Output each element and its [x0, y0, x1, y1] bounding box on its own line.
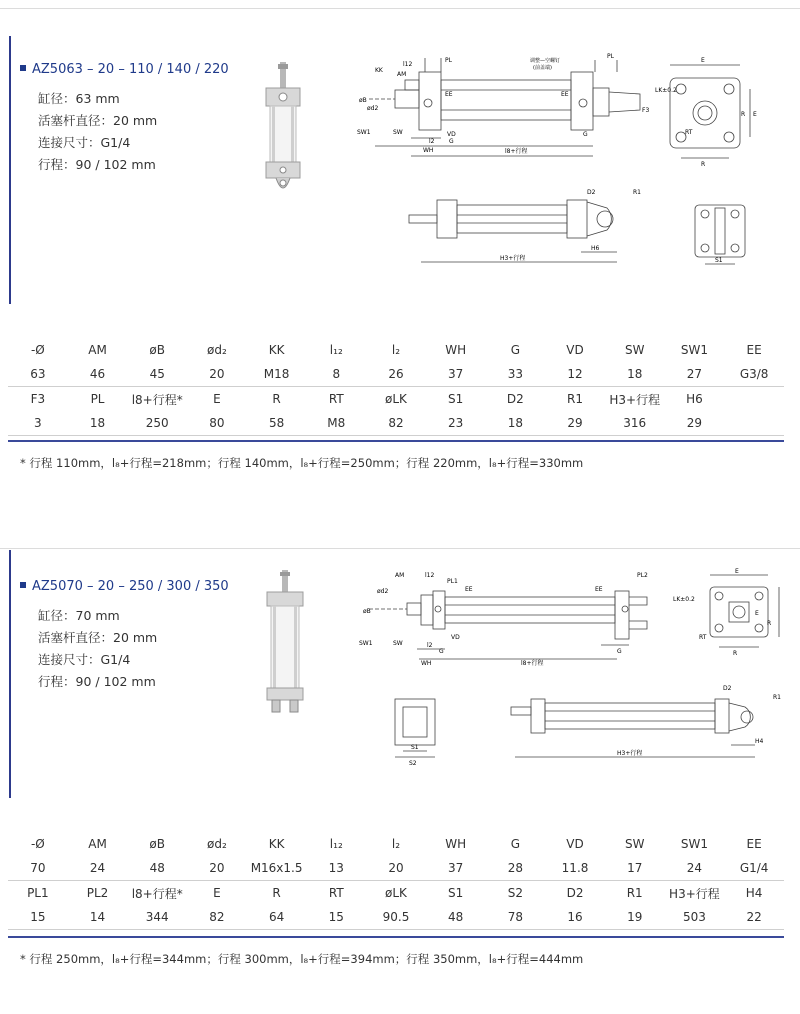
table-header-cell: SW1 — [680, 343, 708, 357]
table-header-cell: øLK — [385, 886, 407, 900]
table-header-row — [8, 338, 784, 362]
table-cell: M18 — [247, 362, 307, 387]
dimension-drawing — [355, 565, 785, 773]
drawing-label: AM — [397, 71, 407, 78]
table-header-cell: VD — [566, 837, 584, 851]
table-header-cell: KK — [268, 837, 285, 851]
table-cell: 8 — [306, 362, 366, 387]
table-cell: G3/8 — [724, 362, 784, 387]
table-cell: 58 — [247, 411, 307, 436]
table-header-cell: øLK — [385, 392, 407, 406]
table-header-cell: H6 — [686, 392, 703, 406]
table-cell: 37 — [426, 856, 486, 881]
drawing-label: SW — [393, 640, 403, 647]
drawing-label: l8+行程 — [521, 660, 544, 667]
table-header-cell: l8+行程* — [131, 886, 183, 901]
table-header-cell: D2 — [506, 392, 524, 406]
drawing-label: RT — [699, 634, 707, 641]
top-divider — [0, 0, 800, 9]
table-cell: 64 — [247, 905, 307, 930]
table-cell: 82 — [187, 905, 247, 930]
table-header-cell: l₂ — [391, 343, 401, 357]
table-cell: 78 — [486, 905, 546, 930]
drawing-label: H6 — [591, 245, 600, 252]
table-header-cell: WH — [445, 343, 467, 357]
table-header-cell: RT — [328, 886, 344, 900]
drawing-label: R — [701, 161, 706, 168]
table-cell: 18 — [486, 411, 546, 436]
table-cell: 250 — [127, 411, 187, 436]
table-header-cell: S1 — [448, 886, 464, 900]
table-cell: 18 — [605, 362, 665, 387]
table-cell: 24 — [68, 856, 128, 881]
table-header-cell: AM — [88, 837, 107, 851]
table-cell: 26 — [366, 362, 426, 387]
table-bottom-rule — [8, 936, 784, 938]
table-header-cell — [724, 387, 784, 412]
table-cell: 15 — [306, 905, 366, 930]
product-title-text: AZ5070 – 20 – 250 / 300 / 350 — [32, 579, 229, 594]
section-accent-bar — [9, 550, 11, 798]
table-header-cell: -Ø — [30, 343, 45, 357]
table-header-row — [8, 832, 784, 856]
section-accent-bar — [9, 36, 11, 304]
spec-port: 连接尺寸：G1/4 — [38, 135, 131, 150]
table-cell: 20 — [366, 856, 426, 881]
drawing-label: l12 — [403, 61, 413, 68]
drawing-label: EE — [445, 91, 453, 98]
drawing-label: PL1 — [447, 578, 458, 585]
table-header-cell: AM — [88, 343, 107, 357]
drawing-label: VD — [447, 131, 456, 138]
table-header-cell: KK — [268, 343, 285, 357]
table-header-cell: H3+行程 — [669, 886, 720, 901]
table-header-cell: PL2 — [86, 886, 109, 900]
table-header-cell: l₂ — [391, 837, 401, 851]
drawing-label: R1 — [773, 694, 781, 701]
table-cell: 20 — [187, 362, 247, 387]
drawing-label: SW — [393, 129, 403, 136]
spec-stroke: 行程：90 / 102 mm — [38, 157, 156, 172]
table-cell: 33 — [486, 362, 546, 387]
table-cell: 22 — [724, 905, 784, 930]
table-header-row — [8, 881, 784, 906]
spec-bore: 缸径：63 mm — [38, 91, 120, 106]
drawing-label: AM — [395, 572, 405, 579]
dimension-drawing — [355, 50, 780, 272]
spec-rod: 活塞杆直径：20 mm — [38, 113, 158, 128]
bullet-square-icon — [20, 582, 26, 588]
drawing-label: E — [755, 610, 759, 617]
table-header-cell: R1 — [626, 886, 643, 900]
table-cell: 11.8 — [545, 856, 605, 881]
drawing-label: S1 — [715, 257, 723, 264]
table-header-cell: l8+行程* — [131, 392, 183, 407]
drawing-label: l8+行程 — [505, 148, 528, 155]
table-bottom-rule — [8, 440, 784, 442]
table-cell: M16x1.5 — [247, 856, 307, 881]
table-cell: 29 — [545, 411, 605, 436]
table-cell: 82 — [366, 411, 426, 436]
table-cell: 70 — [8, 856, 68, 881]
drawing-label: S2 — [409, 760, 417, 767]
table-header-cell: D2 — [566, 886, 584, 900]
drawing-label: ød2 — [367, 105, 379, 112]
dimension-table — [8, 338, 784, 436]
table-cell: M8 — [306, 411, 366, 436]
table-cell: 24 — [665, 856, 725, 881]
table-header-cell: E — [213, 886, 221, 900]
table-header-cell: EE — [746, 343, 762, 357]
table-cell: G1/4 — [724, 856, 784, 881]
drawing-label: EE — [561, 91, 569, 98]
drawing-label: E — [753, 111, 757, 118]
drawing-label: PL2 — [637, 572, 648, 579]
drawing-label: F3 — [642, 107, 650, 114]
product-title — [20, 62, 229, 77]
table-row — [8, 362, 784, 387]
table-header-cell: H3+行程 — [609, 392, 661, 407]
table-cell: 80 — [187, 411, 247, 436]
drawing-label: l2 — [429, 138, 435, 145]
table-header-cell: S2 — [507, 886, 523, 900]
table-header-cell: S1 — [448, 392, 464, 406]
table-header-cell: l₁₂ — [329, 343, 343, 357]
drawing-label: G — [439, 648, 444, 655]
drawing-label: H3+行程 — [500, 255, 526, 262]
drawing-label: WH — [423, 147, 434, 154]
table-header-cell: EE — [746, 837, 762, 851]
table-header-cell: RT — [328, 392, 344, 406]
drawing-label: H4 — [755, 738, 764, 745]
drawing-label: G — [583, 131, 588, 138]
dimension-table — [8, 832, 784, 930]
table-cell: 28 — [486, 856, 546, 881]
drawing-label: EE — [465, 586, 473, 593]
drawing-label: G — [449, 138, 454, 145]
drawing-label: VD — [451, 634, 460, 641]
table-header-cell: øB — [149, 837, 165, 851]
drawing-label: (前盖端) — [533, 65, 552, 71]
table-header-cell: PL — [90, 392, 105, 406]
drawing-label: LK±0.2 — [673, 596, 695, 603]
table-header-row — [8, 387, 784, 412]
table-header-cell: SW — [624, 837, 645, 851]
table-row — [8, 856, 784, 881]
cylinder-photo — [262, 570, 308, 714]
table-header-cell: l₁₂ — [329, 837, 343, 851]
table-header-cell: R — [272, 392, 281, 406]
section-divider — [0, 541, 800, 549]
table-header-cell: SW1 — [680, 837, 708, 851]
table-cell: 503 — [665, 905, 725, 930]
table-cell: 13 — [306, 856, 366, 881]
drawing-label: R — [733, 650, 738, 657]
product-title — [20, 579, 229, 594]
table-header-cell: H4 — [745, 886, 763, 900]
table-cell: 344 — [127, 905, 187, 930]
drawing-label: øB — [359, 97, 367, 104]
table-header-cell: SW — [624, 343, 645, 357]
table-cell: 17 — [605, 856, 665, 881]
table-cell: 20 — [187, 856, 247, 881]
table-cell: 27 — [665, 362, 725, 387]
table-header-cell: R1 — [567, 392, 584, 406]
table-cell: 316 — [605, 411, 665, 436]
table-cell: 45 — [127, 362, 187, 387]
spec-bore: 缸径：70 mm — [38, 608, 120, 623]
cylinder-photo — [258, 62, 308, 198]
table-header-cell: R — [272, 886, 281, 900]
table-header-cell: ød₂ — [207, 837, 227, 851]
drawing-label: R — [767, 620, 772, 627]
table-cell: 12 — [545, 362, 605, 387]
drawing-label: E — [701, 57, 705, 64]
footnote: * 行程 250mm，l₈+行程=344mm；行程 300mm，l₈+行程=394mm；行程 350mm，l₈+行程=444mm — [20, 952, 584, 966]
table-header-cell: PL1 — [27, 886, 49, 900]
table-header-cell: WH — [445, 837, 467, 851]
drawing-label: G — [617, 648, 622, 655]
bullet-square-icon — [20, 65, 26, 71]
drawing-label: D2 — [723, 685, 732, 692]
drawing-label: l2 — [427, 642, 433, 649]
drawing-label: H3+行程 — [617, 750, 643, 757]
table-header-cell: -Ø — [30, 837, 45, 851]
drawing-label: WH — [421, 660, 432, 667]
drawing-label: l12 — [425, 572, 435, 579]
table-cell: 63 — [8, 362, 68, 387]
drawing-label: PL — [607, 53, 614, 60]
table-cell: 23 — [426, 411, 486, 436]
drawing-label: 调整—空螺钉 — [530, 58, 561, 64]
table-row — [8, 411, 784, 436]
table-header-cell: E — [213, 392, 221, 406]
drawing-label: E — [735, 568, 739, 575]
table-cell: 37 — [426, 362, 486, 387]
table-header-cell: G — [510, 837, 520, 851]
drawing-label: S1 — [411, 744, 419, 751]
table-cell: 15 — [8, 905, 68, 930]
table-cell: 18 — [68, 411, 128, 436]
drawing-label: R1 — [633, 189, 641, 196]
table-header-cell: øB — [149, 343, 165, 357]
product-title-text: AZ5063 – 20 – 110 / 140 / 220 — [32, 62, 229, 77]
table-header-cell: VD — [566, 343, 584, 357]
drawing-label: PL — [445, 57, 452, 64]
table-cell — [724, 411, 784, 436]
table-cell: 14 — [68, 905, 128, 930]
table-cell: 16 — [545, 905, 605, 930]
spec-stroke: 行程：90 / 102 mm — [38, 674, 156, 689]
drawing-label: SW1 — [357, 129, 371, 136]
table-cell: 48 — [426, 905, 486, 930]
table-cell: 29 — [665, 411, 725, 436]
drawing-label: RT — [685, 129, 693, 136]
drawing-label: øB — [363, 608, 371, 615]
drawing-label: KK — [375, 67, 383, 74]
table-cell: 46 — [68, 362, 128, 387]
table-cell: 90.5 — [366, 905, 426, 930]
footnote: * 行程 110mm，l₈+行程=218mm；行程 140mm，l₈+行程=250mm；行程 220mm，l₈+行程=330mm — [20, 456, 584, 470]
drawing-label: LK±0.2 — [655, 87, 677, 94]
drawing-label: SW1 — [359, 640, 373, 647]
table-cell: 3 — [8, 411, 68, 436]
drawing-label: R — [741, 111, 746, 118]
table-cell: 19 — [605, 905, 665, 930]
spec-port: 连接尺寸：G1/4 — [38, 652, 131, 667]
drawing-label: ød2 — [377, 588, 389, 595]
table-cell: 48 — [127, 856, 187, 881]
table-row — [8, 905, 784, 930]
table-header-cell: ød₂ — [207, 343, 227, 357]
spec-rod: 活塞杆直径：20 mm — [38, 630, 158, 645]
table-header-cell: G — [510, 343, 520, 357]
drawing-label: EE — [595, 586, 603, 593]
table-header-cell: F3 — [30, 392, 46, 406]
drawing-label: D2 — [587, 189, 596, 196]
